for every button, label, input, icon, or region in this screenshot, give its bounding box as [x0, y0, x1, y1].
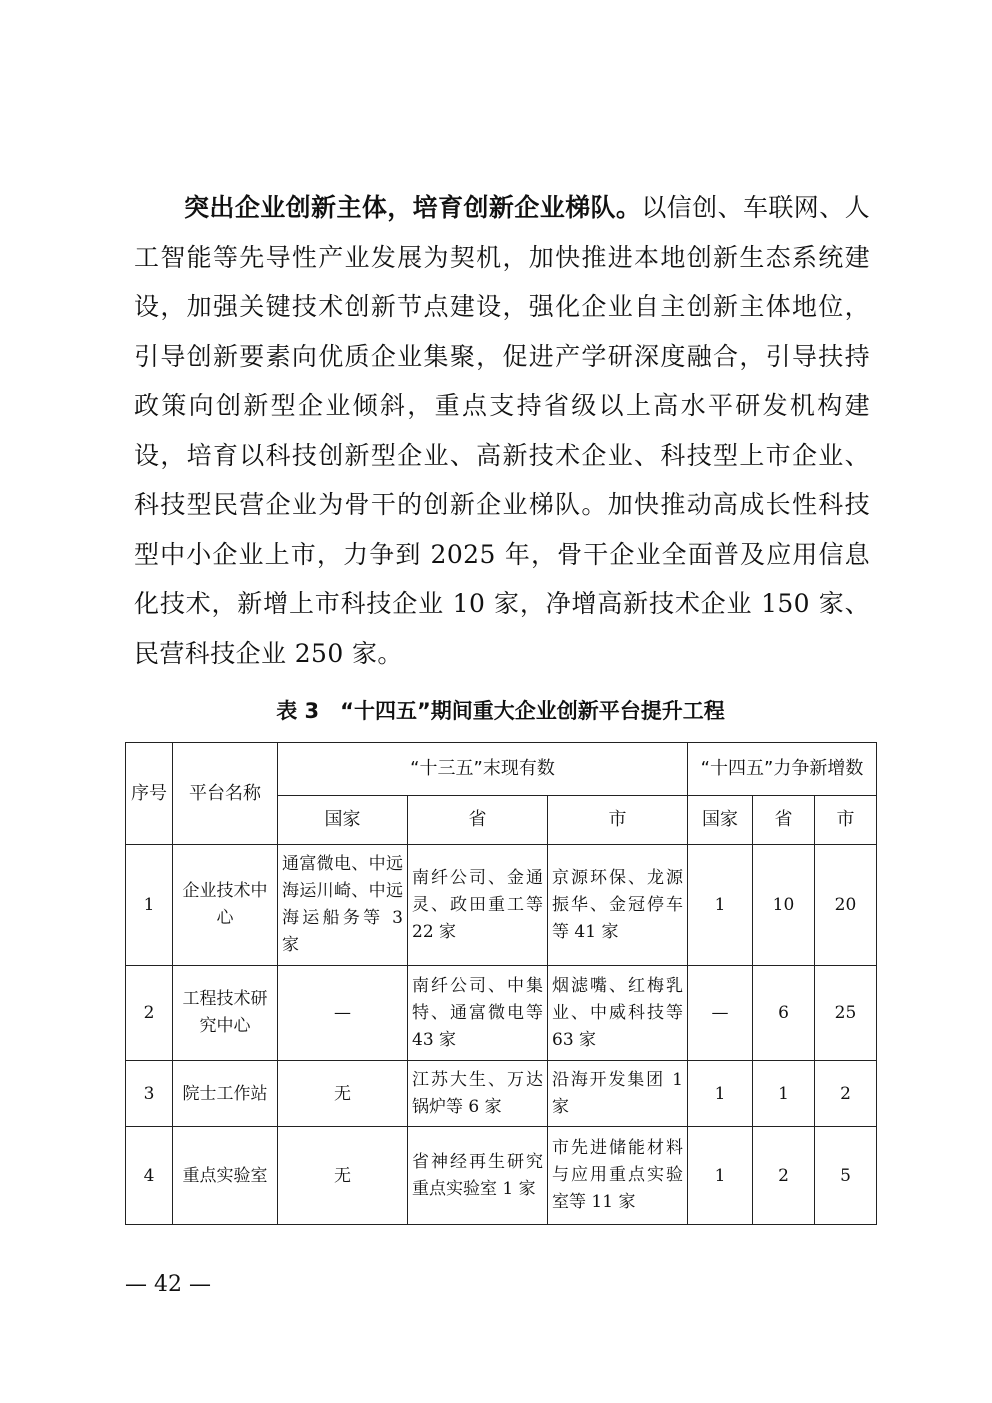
cell-province: 江苏大生、万达锅炉等 6 家 — [408, 1061, 548, 1127]
cell-national: — — [278, 966, 408, 1061]
table-row — [126, 845, 877, 966]
paragraph-body: 以信创、车联网、人工智能等先导性产业发展为契机，加快推进本地创新生态系统建设，加强关键技术创新节点建设，强化企业自主创新主体地位，引导创新要素向优质企业集聚，促进产学研深度融合，引导扶持政策向创新型企业倾斜，重点支持省级以上高水平研发机构建设，培育以科技创新型企业、高新技术企业、科技型上市企业、科技型民营企业为骨干的创新企业梯队。加快推动高成长性科技型中小企业上市，力争到 2025 年，骨干企业全面普及应用信息化技术，新增上市科技企业 10 家，净增高新技术企业 150 家、民营科技企业 250 家。 — [134, 193, 871, 668]
cell-new-province: 2 — [753, 1127, 815, 1225]
cell-new-province: 10 — [753, 845, 815, 966]
cell-province: 南纤公司、中集特、通富微电等 43 家 — [408, 966, 548, 1061]
cell-index: 3 — [126, 1061, 173, 1127]
table-row — [126, 1127, 877, 1225]
table-title: 表 3 “十四五”期间重大企业创新平台提升工程 — [276, 699, 725, 723]
cell-national: 通富微电、中远海运川崎、中远海运船务等 3 家 — [278, 845, 408, 966]
header-existing-province: 省 — [408, 796, 548, 845]
header-existing-national: 国家 — [278, 796, 408, 845]
innovation-platform-table — [125, 742, 877, 1225]
cell-index: 2 — [126, 966, 173, 1061]
header-row-group — [126, 743, 877, 796]
cell-city: 市先进储能材料与应用重点实验室等 11 家 — [548, 1127, 688, 1225]
cell-new-city: 5 — [815, 1127, 877, 1225]
cell-city: 沿海开发集团 1 家 — [548, 1061, 688, 1127]
cell-new-national: — — [688, 966, 753, 1061]
cell-national: 无 — [278, 1127, 408, 1225]
cell-new-city: 2 — [815, 1061, 877, 1127]
cell-city: 烟滤嘴、红梅乳业、中威科技等 63 家 — [548, 966, 688, 1061]
cell-new-national: 1 — [688, 845, 753, 966]
paragraph-lead: 突出企业创新主体，培育创新企业梯队。 — [184, 193, 642, 222]
header-group-new: “十四五”力争新增数 — [688, 743, 877, 796]
cell-new-city: 20 — [815, 845, 877, 966]
cell-platform: 重点实验室 — [173, 1127, 278, 1225]
cell-platform: 院士工作站 — [173, 1061, 278, 1127]
header-new-national: 国家 — [688, 796, 753, 845]
cell-province: 南纤公司、金通灵、政田重工等 22 家 — [408, 845, 548, 966]
table-row — [126, 1061, 877, 1127]
cell-platform: 工程技术研究中心 — [173, 966, 278, 1061]
page-number: — 42 — — [125, 1272, 211, 1297]
header-index: 序号 — [126, 743, 173, 845]
header-new-city: 市 — [815, 796, 877, 845]
header-group-existing: “十三五”末现有数 — [278, 743, 688, 796]
cell-new-province: 6 — [753, 966, 815, 1061]
body-paragraph — [134, 183, 870, 678]
cell-province: 省神经再生研究重点实验室 1 家 — [408, 1127, 548, 1225]
cell-index: 1 — [126, 845, 173, 966]
cell-new-national: 1 — [688, 1127, 753, 1225]
cell-new-city: 25 — [815, 966, 877, 1061]
header-existing-city: 市 — [548, 796, 688, 845]
cell-platform: 企业技术中心 — [173, 845, 278, 966]
header-platform: 平台名称 — [173, 743, 278, 845]
cell-index: 4 — [126, 1127, 173, 1225]
cell-national: 无 — [278, 1061, 408, 1127]
cell-city: 京源环保、龙源振华、金冠停车等 41 家 — [548, 845, 688, 966]
table-row — [126, 966, 877, 1061]
cell-new-national: 1 — [688, 1061, 753, 1127]
cell-new-province: 1 — [753, 1061, 815, 1127]
header-new-province: 省 — [753, 796, 815, 845]
